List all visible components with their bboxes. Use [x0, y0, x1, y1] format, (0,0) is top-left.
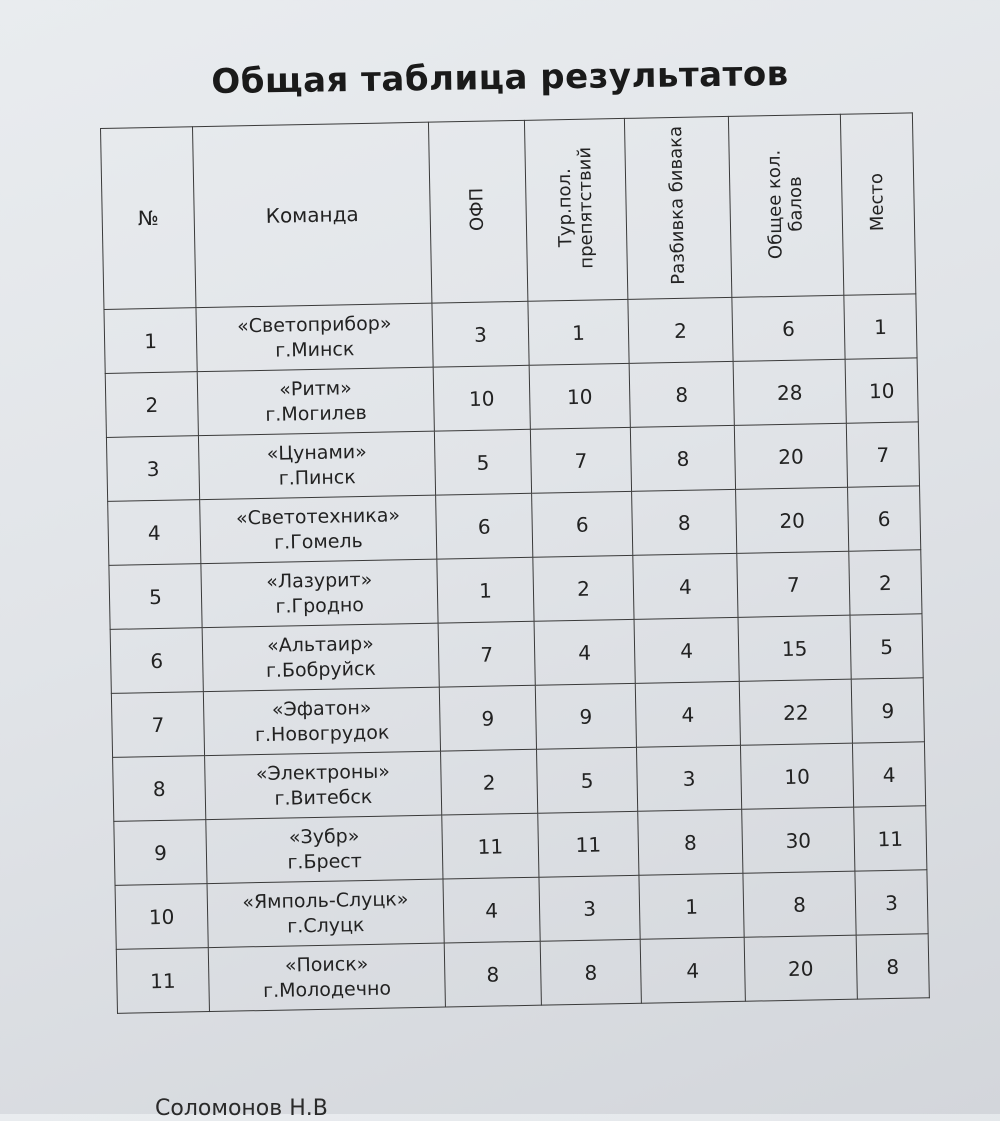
team-name: «Альтаир»	[266, 632, 375, 657]
cell-obstacles: 7	[530, 427, 631, 493]
header-total	[728, 114, 843, 297]
cell-total: 8	[743, 871, 856, 937]
cell-ofp: 8	[444, 941, 541, 1007]
cell-total: 30	[742, 807, 855, 873]
cell-bivouac: 1	[639, 873, 744, 939]
cell-total: 20	[734, 423, 847, 489]
cell-team	[202, 623, 439, 692]
header-bivouac	[624, 116, 731, 299]
cell-number: 7	[111, 692, 204, 758]
team-name: «Светоприбор»	[236, 312, 392, 338]
page-title: Общая таблица результатов	[211, 53, 789, 103]
cell-place: 10	[845, 358, 918, 423]
results-table	[100, 112, 930, 1013]
cell-obstacles: 11	[538, 811, 639, 877]
cell-place: 2	[849, 550, 922, 615]
cell-place: 5	[850, 614, 923, 679]
cell-number: 2	[105, 372, 198, 438]
cell-team	[208, 943, 445, 1012]
cell-bivouac: 2	[628, 297, 733, 363]
team-city: г.Гомель	[273, 529, 363, 554]
header-obstacles	[524, 118, 627, 301]
cell-total: 28	[733, 359, 846, 425]
cell-team	[198, 431, 435, 500]
team-name: «Цунами»	[266, 440, 367, 465]
cell-obstacles: 6	[532, 491, 633, 557]
cell-total: 7	[737, 551, 850, 617]
cell-team	[196, 303, 433, 372]
cell-team	[203, 687, 440, 756]
cell-obstacles: 10	[529, 363, 630, 429]
cell-place: 3	[855, 870, 928, 935]
cell-number: 3	[106, 436, 199, 502]
header-place	[840, 113, 915, 295]
team-city: г.Пинск	[278, 465, 356, 490]
cell-bivouac: 8	[632, 489, 737, 555]
cell-team	[200, 495, 437, 564]
cell-team	[207, 879, 444, 948]
cell-number: 11	[116, 948, 209, 1014]
team-city: г.Молодечно	[262, 977, 392, 1002]
cell-ofp: 7	[438, 621, 535, 687]
cell-obstacles: 4	[534, 619, 635, 685]
cell-team	[197, 367, 434, 436]
cell-ofp: 4	[443, 877, 540, 943]
cell-place: 9	[851, 678, 924, 743]
cell-bivouac: 4	[640, 937, 745, 1003]
header-bivouac-label: Разбивка бивака	[665, 125, 690, 286]
cell-obstacles: 3	[539, 875, 640, 941]
cell-bivouac: 8	[630, 425, 735, 491]
cell-number: 5	[109, 564, 202, 630]
team-name: «Светотехника»	[235, 504, 401, 530]
cell-team	[205, 751, 442, 820]
cell-total: 20	[744, 935, 857, 1001]
cell-total: 10	[740, 743, 853, 809]
header-place-label: Место	[866, 172, 889, 231]
team-name: «Ямполь-Слуцк»	[242, 888, 409, 914]
cell-obstacles: 9	[535, 683, 636, 749]
cell-obstacles: 5	[537, 747, 638, 813]
cell-place: 4	[852, 742, 925, 807]
team-name: «Эфатон»	[271, 696, 372, 721]
cell-number: 1	[104, 308, 197, 374]
team-city: г.Витебск	[274, 785, 373, 810]
cell-total: 20	[736, 487, 849, 553]
cell-bivouac: 3	[636, 745, 741, 811]
cell-bivouac: 4	[634, 617, 739, 683]
cell-ofp: 1	[437, 557, 534, 623]
cell-total: 6	[732, 295, 845, 361]
cell-ofp: 9	[439, 685, 536, 751]
results-table-wrapper	[100, 112, 930, 1013]
cell-total: 22	[739, 679, 852, 745]
team-city: г.Слуцк	[287, 913, 365, 938]
cell-total: 15	[738, 615, 851, 681]
cell-team	[201, 559, 438, 628]
cell-bivouac: 8	[638, 809, 743, 875]
cell-ofp: 3	[432, 301, 529, 367]
cell-obstacles: 8	[540, 939, 641, 1005]
cell-place: 6	[848, 486, 921, 551]
header-team: Команда	[192, 122, 431, 307]
results-body	[104, 294, 929, 1013]
header-obstacles-label: Тур.пол. препятствий	[553, 146, 598, 269]
cell-place: 11	[854, 806, 927, 871]
cell-number: 6	[110, 628, 203, 694]
team-city: г.Бобруйск	[265, 657, 377, 682]
cell-obstacles: 2	[533, 555, 634, 621]
cell-place: 8	[856, 934, 929, 999]
team-city: г.Гродно	[275, 593, 365, 618]
team-city: г.Брест	[287, 849, 362, 874]
team-name: «Поиск»	[284, 952, 369, 977]
cell-team	[206, 815, 443, 884]
cell-place: 7	[846, 422, 919, 487]
team-city: г.Новогрудок	[254, 721, 390, 746]
team-city: г.Могилев	[265, 401, 367, 426]
header-number: №	[101, 127, 196, 310]
team-name: «Зубр»	[288, 824, 360, 849]
team-city: г.Минск	[275, 337, 355, 362]
cell-ofp: 5	[434, 429, 531, 495]
cell-number: 9	[114, 820, 207, 886]
header-ofp	[428, 120, 527, 303]
cell-number: 8	[113, 756, 206, 822]
cell-number: 10	[115, 884, 208, 950]
cell-ofp: 11	[442, 813, 539, 879]
team-name: «Электроны»	[255, 760, 391, 785]
cell-place: 1	[844, 294, 917, 359]
cell-bivouac: 4	[635, 681, 740, 747]
cell-ofp: 2	[441, 749, 538, 815]
cell-number: 4	[108, 500, 201, 566]
header-total-label: Общее кол. балов	[763, 148, 807, 259]
header-row	[101, 113, 916, 310]
team-name: «Лазурит»	[266, 568, 373, 593]
cell-ofp: 6	[436, 493, 533, 559]
team-name: «Ритм»	[279, 377, 352, 401]
cell-bivouac: 4	[633, 553, 738, 619]
cell-bivouac: 8	[629, 361, 734, 427]
header-ofp-label: ОФП	[466, 187, 489, 232]
footer-signature: Соломонов Н.В	[155, 1096, 328, 1121]
cell-ofp: 10	[433, 365, 530, 431]
cell-obstacles: 1	[528, 299, 629, 365]
